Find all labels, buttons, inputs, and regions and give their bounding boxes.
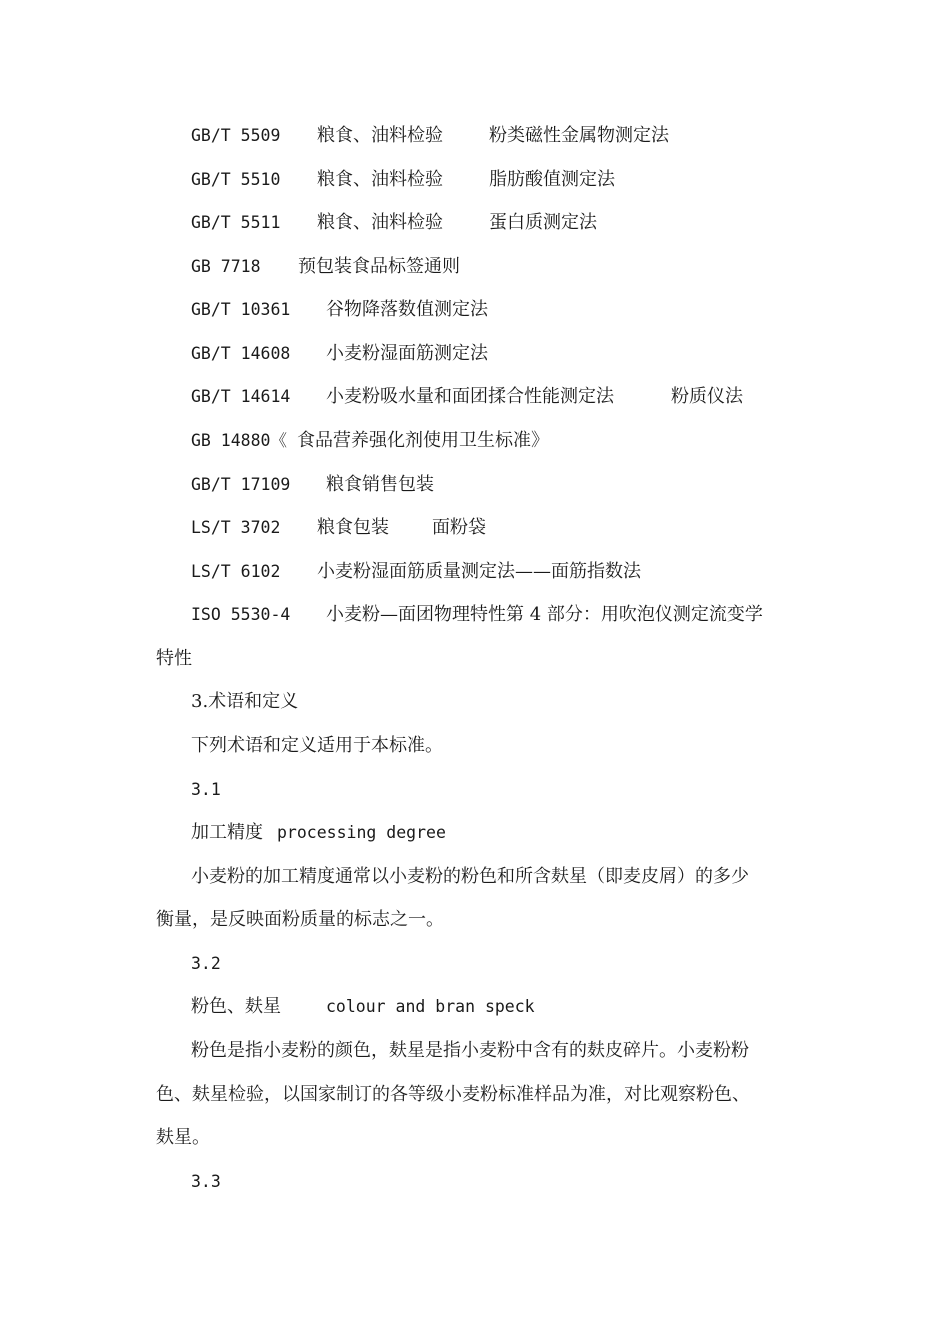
reference-subtitle: 蛋白质测定法	[489, 212, 597, 233]
reference-code: LS/T 6102	[191, 562, 281, 581]
term-name-zh: 加工精度	[191, 822, 263, 843]
term-number: 3.1	[191, 780, 221, 799]
reference-code: ISO 5530-4	[191, 605, 291, 624]
section-intro: 下列术语和定义适用于本标准。	[191, 735, 443, 756]
reference-continuation: 特性	[156, 648, 192, 669]
term-definition-line: 小麦粉的加工精度通常以小麦粉的粉色和所含麸星（即麦皮屑）的多少	[191, 866, 749, 887]
reference-title: 小麦粉—面团物理特性第 4 部分：用吹泡仪测定流变学	[326, 604, 763, 625]
reference-title: 谷物降落数值测定法	[326, 299, 488, 320]
reference-item	[191, 385, 791, 409]
reference-subtitle: 粉类磁性金属物测定法	[489, 125, 669, 146]
term-name-en: colour and bran speck	[326, 997, 535, 1016]
reference-code: GB 14880《	[191, 431, 287, 450]
reference-title: 预包装食品标签通则	[298, 256, 460, 277]
reference-code: GB/T 10361	[191, 300, 291, 319]
reference-subtitle: 粉质仪法	[671, 386, 743, 407]
reference-title: 粮食、油料检验	[317, 169, 443, 190]
term-definition-line: 色、麸星检验，以国家制订的各等级小麦粉标准样品为准，对比观察粉色、	[156, 1084, 750, 1105]
term-heading	[191, 995, 791, 1019]
reference-code: GB 7718	[191, 257, 261, 276]
reference-code: GB/T 5509	[191, 126, 281, 145]
reference-item	[191, 516, 791, 540]
section-heading: 3.术语和定义	[191, 691, 299, 712]
term-definition-line: 麸星。	[156, 1127, 210, 1148]
reference-item	[191, 211, 791, 235]
term-definition-line: 粉色是指小麦粉的颜色，麸星是指小麦粉中含有的麸皮碎片。小麦粉粉	[191, 1040, 749, 1061]
reference-title: 粮食、油料检验	[317, 212, 443, 233]
reference-title: 粮食、油料检验	[317, 125, 443, 146]
reference-code: GB/T 5510	[191, 170, 281, 189]
reference-subtitle: 脂肪酸值测定法	[489, 169, 615, 190]
reference-item	[191, 429, 791, 453]
reference-title: 小麦粉湿面筋质量测定法——面筋指数法	[317, 561, 641, 582]
term-heading	[191, 821, 791, 845]
reference-title: 小麦粉吸水量和面团揉合性能测定法	[326, 386, 614, 407]
reference-title: 食品营养强化剂使用卫生标准》	[297, 430, 549, 451]
reference-title: 粮食包装	[317, 517, 389, 538]
reference-subtitle: 面粉袋	[432, 517, 486, 538]
reference-code: GB/T 17109	[191, 475, 291, 494]
reference-item	[191, 168, 791, 192]
reference-title: 小麦粉湿面筋测定法	[326, 343, 488, 364]
term-name-zh: 粉色、麸星	[191, 996, 281, 1017]
term-number: 3.3	[191, 1172, 221, 1191]
reference-item	[191, 342, 791, 366]
reference-item	[191, 603, 791, 627]
reference-item	[191, 298, 791, 322]
reference-code: GB/T 5511	[191, 213, 281, 232]
reference-item	[191, 255, 791, 279]
reference-item	[191, 124, 791, 148]
reference-code: GB/T 14614	[191, 387, 291, 406]
reference-item	[191, 473, 791, 497]
term-definition-line: 衡量，是反映面粉质量的标志之一。	[156, 909, 444, 930]
reference-code: LS/T 3702	[191, 518, 281, 537]
term-number: 3.2	[191, 954, 221, 973]
term-name-en: processing degree	[277, 823, 446, 842]
reference-title: 粮食销售包装	[326, 474, 434, 495]
reference-code: GB/T 14608	[191, 344, 291, 363]
reference-item	[191, 560, 791, 584]
